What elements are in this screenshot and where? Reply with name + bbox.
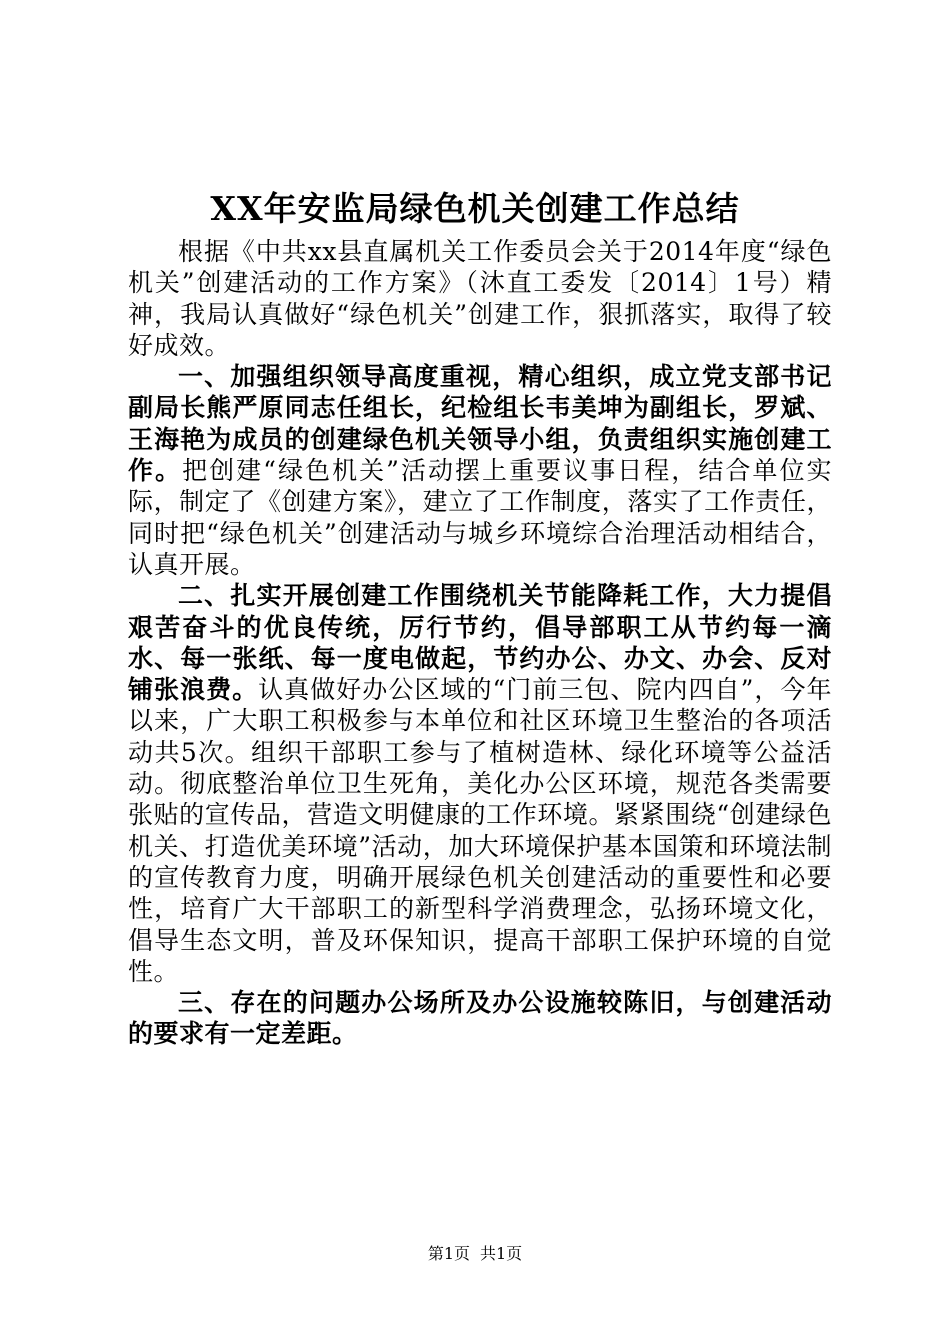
document-body <box>128 236 832 1050</box>
paragraph-heading: 三、存在的问题办公场所及办公设施较陈旧，与创建活动的要求有一定差距。 <box>128 988 832 1049</box>
page-number: 第1页 <box>427 1244 470 1263</box>
document-title: XX年安监局绿色机关创建工作总结 <box>210 189 740 228</box>
paragraph-text: 把创建“绿色机关”活动摆上重要议事日程，结合单位实际，制定了《创建方案》，建立了工作制度，落实了工作责任，同时把“绿色机关”创建活动与城乡环境综合治理活动相结合，认真开展。 <box>128 456 832 579</box>
paragraph-section-3 <box>128 987 832 1050</box>
paragraph-text: 根据《中共xx县直属机关工作委员会关于2014年度“绿色机关”创建活动的工作方案》（沐直工委发〔2014〕1号）精神，我局认真做好“绿色机关”创建工作，狠抓落实，取得了较好成效。 <box>128 237 832 360</box>
paragraph-section-1 <box>128 361 832 580</box>
paragraph-heading: 二、扎实开展创建工作围绕机关节能降耗工作，大力提倡艰苦奋斗的优良传统，厉行节约，倡导部职工从节约每一滴水、每一张纸、每一度电做起，节约办公、办文、办会、反对铺张浪费。 <box>128 581 832 705</box>
paragraph-heading: 一、加强组织领导高度重视，精心组织，成立党支部书记副局长熊严原同志任组长，纪检组长韦美坤为副组长，罗斌、王海艳为成员的创建绿色机关领导小组，负责组织实施创建工作。 <box>128 362 832 486</box>
page-total: 共1页 <box>480 1244 523 1263</box>
page-footer <box>0 1243 950 1265</box>
paragraph-text: 认真做好办公区域的“门前三包、院内四自”，今年以来，广大职工积极参与本单位和社区环境卫生整治的各项活动共5次。组织干部职工参与了植树造林、绿化环境等公益活动。彻底整治单位卫生死角，美化办公区环境，规范各类需要张贴的宣传品，营造文明健康的工作环境。紧紧围绕“创建绿色机关、打造优美环境”活动，加大环境保护基本国策和环境法制的宣传教育力度，明确开展绿色机关创建活动的重要性和必要性，培育广大干部职工的新型科学消费理念，弘扬环境文化，倡导生态文明，普及环保知识，提高干部职工保护环境的自觉性。 <box>128 675 832 986</box>
paragraph-intro <box>128 236 832 361</box>
paragraph-section-2 <box>128 580 832 987</box>
